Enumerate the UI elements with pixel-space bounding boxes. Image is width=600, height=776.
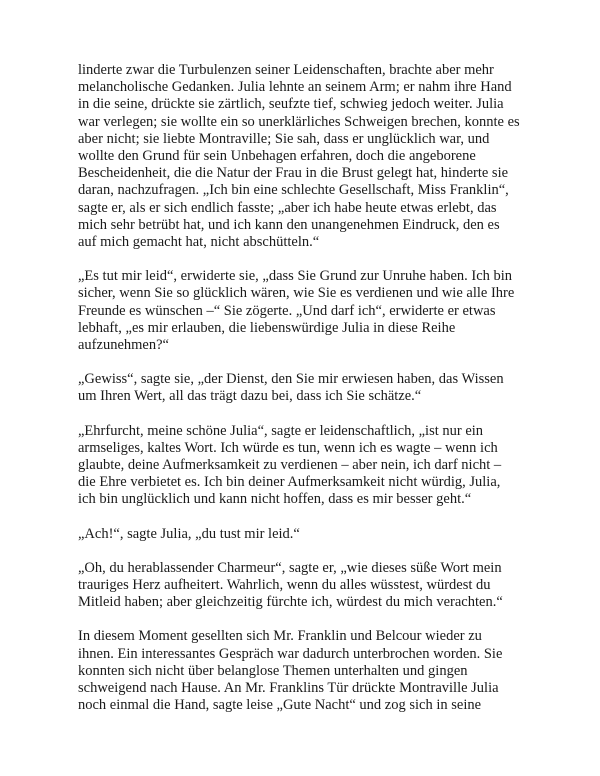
paragraph-7: In diesem Moment gesellten sich Mr. Franklin und Belcour wieder zu ihnen. Ein interessantes Gespräch war dadurch unterbrochen worden. Sie konnten sich nicht über belanglose Themen unterhalten und gingen schweigend nach Hause. An Mr. Franklins Tür drückte Montraville Julia noch einmal die Hand, sagte leise „Gute Nacht“ und zog sich in seine	[78, 628, 503, 714]
document-page	[78, 62, 538, 732]
paragraph-4: „Ehrfurcht, meine schöne Julia“, sagte er leidenschaftlich, „ist nur ein armseliges, kaltes Wort. Ich würde es tun, wenn ich es wagte – wenn ich glaubte, deine Aufmerksamkeit zu verdienen – aber nein, ich darf nicht – die Ehre verbietet es. Ich bin deiner Aufmerksamkeit nicht würdig, Julia, ich bin unglücklich und kann nicht hoffen, dass es mir besser geht.“	[78, 422, 502, 508]
paragraph-2: „Es tut mir leid“, erwiderte sie, „dass Sie Grund zur Unruhe haben. Ich bin sicher, wenn Sie so glücklich wären, wie Sie es verdienen und wie alle Ihre Freunde es wünschen –“ Sie zögerte. „Und darf ich“, erwiderte er etwas lebhaft, „es mir erlauben, die liebenswürdige Julia in diese Reihe aufzunehmen?“	[78, 268, 515, 354]
paragraph-1: linderte zwar die Turbulenzen seiner Leidenschaften, brachte aber mehr melancholische Gedanken. Julia lehnte an seinem Arm; er nahm ihre Hand in die seine, drückte sie zärtlich, seufzte tief, schwieg jedoch weiter. Julia war verlegen; sie wollte ein so unerklärliches Schweigen brechen, konnte es aber nicht; sie liebte Montraville; Sie sah, dass er unglücklich war, und wollte den Grund für sein Unbehagen erfahren, doch die angeborene Bescheidenheit, die die Natur der Frau in die Brust gelegt hat, hinderte sie daran, nachzufragen. „Ich bin eine schlechte Gesellschaft, Miss Franklin“, sagte er, als er sich endlich fasste; „aber ich habe heute etwas erlebt, das mich sehr betrübt hat, und ich kann den unangenehmen Eindruck, den es auf mich gemacht hat, nicht abschütteln.“	[78, 62, 520, 251]
paragraph-5: „Ach!“, sagte Julia, „du tust mir leid.“	[78, 525, 300, 542]
paragraph-3: „Gewiss“, sagte sie, „der Dienst, den Sie mir erwiesen haben, das Wissen um Ihren Wert, all das trägt dazu bei, dass ich Sie schätze.“	[78, 371, 504, 405]
paragraph-6: „Oh, du herablassender Charmeur“, sagte er, „wie dieses süße Wort mein trauriges Herz aufheitert. Wahrlich, wenn du alles wüsstest, würdest du Mitleid haben; aber gleichzeitig fürchte ich, würdest du mich verachten.“	[78, 559, 503, 611]
